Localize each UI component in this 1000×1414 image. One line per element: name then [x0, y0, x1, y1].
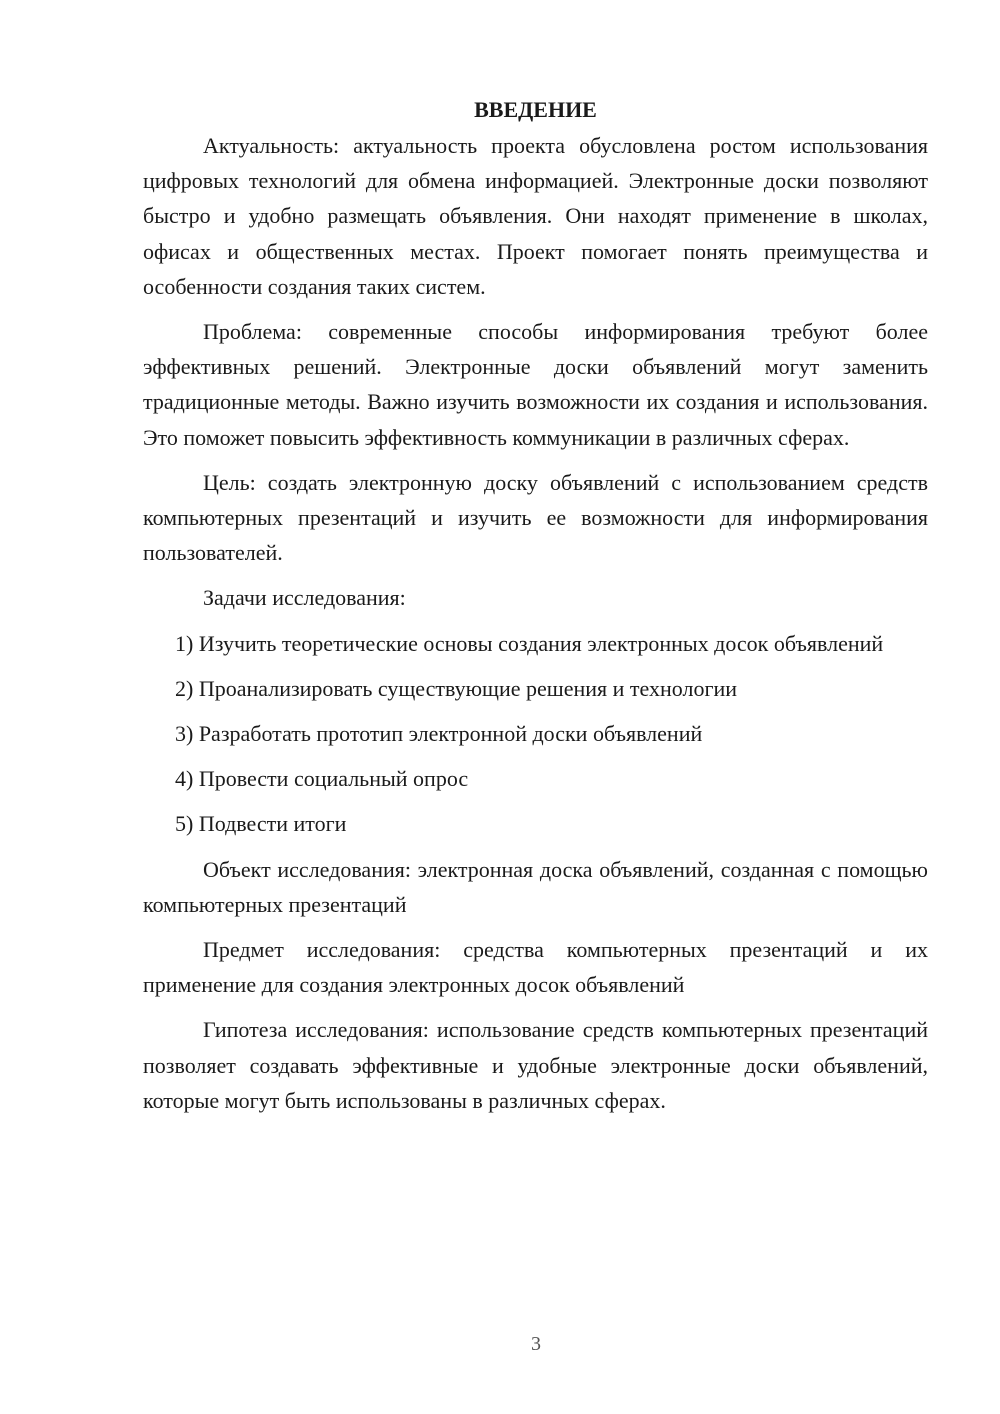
task-item: 5) Подвести итоги: [175, 811, 347, 837]
tasks-heading: Задачи исследования:: [203, 585, 406, 611]
page-number: 3: [531, 1333, 541, 1355]
relevance-paragraph: Актуальность: актуальность проекта обусловлена ростом использования цифровых технологий для обмена информацией. Электронные доски позволяют быстро и удобно размещать объявления. Они находят применение в школах, офисах и общественных местах. Проект помогает понять преимущества и особенности создания таких систем.: [143, 133, 928, 299]
task-item: 4) Провести социальный опрос: [175, 766, 469, 792]
problem-paragraph: Проблема: современные способы информирования требуют более эффективных решений. Электронные доски объявлений могут заменить традиционные методы. Важно изучить возможности их создания и использования. Это поможет повысить эффективность коммуникации в различных сферах.: [143, 319, 928, 450]
hypothesis-paragraph: Гипотеза исследования: использование средств компьютерных презентаций позволяет создавать эффективные и удобные электронные доски объявлений, которые могут быть использованы в различных сферах.: [143, 1017, 928, 1113]
goal-paragraph: Цель: создать электронную доску объявлений с использованием средств компьютерных презентаций и изучить ее возможности для информирования пользователей.: [143, 469, 928, 566]
task-item: 3) Разработать прототип электронной доски объявлений: [175, 721, 703, 747]
document-page: [143, 92, 928, 1128]
subject-paragraph: Предмет исследования: средства компьютерных презентаций и их применение для создания электронных досок объявлений: [143, 937, 928, 998]
task-item: 2) Проанализировать существующие решения и технологии: [175, 675, 738, 701]
section-title: ВВЕДЕНИЕ: [474, 97, 597, 122]
task-item: 1) Изучить теоретические основы создания электронных досок объявлений: [175, 630, 884, 656]
object-paragraph: Объект исследования: электронная доска объявлений, созданная с помощью компьютерных презентаций: [143, 856, 928, 917]
